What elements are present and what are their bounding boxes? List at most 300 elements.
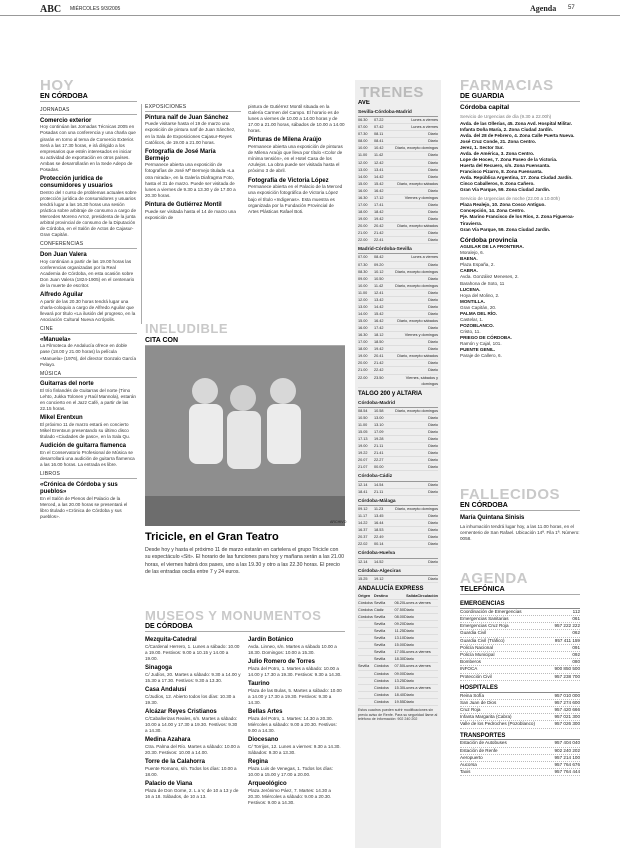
- route-heading: Córdoba-Madrid: [358, 401, 438, 408]
- train-row: [358, 339, 438, 346]
- train-row: [358, 527, 438, 534]
- train-row: [358, 283, 438, 290]
- train-cell: 18.53: [374, 528, 384, 533]
- phone-row: [460, 762, 580, 769]
- train-cell: 19.00: [358, 354, 368, 359]
- phone-name: Policía Nacional: [460, 644, 493, 650]
- phone-name: Reina Sofía: [460, 692, 485, 698]
- town-name: PUENTE GENIL.: [460, 347, 496, 353]
- train-row: [358, 167, 438, 174]
- museum-heading: Casa Andalusí: [145, 687, 187, 694]
- express-cell: Sevilla: [374, 643, 386, 648]
- train-cell: Diario: [428, 576, 438, 581]
- pharmacy-address: Avda. González Meneses, 2.: [460, 274, 519, 280]
- deceased-text: La inhumación tendrá lugar hoy, a las 11.00 horas, en el cementerio de San Rafael. Ubicación 14ª. Fila 1ª. Número: 0058.: [460, 524, 580, 542]
- express-cell: Córdoba: [358, 600, 373, 605]
- train-row: [358, 443, 438, 450]
- train-row: [358, 332, 438, 339]
- train-cell: Diario: [428, 422, 438, 427]
- museum-heading: Sinagoga: [145, 665, 173, 672]
- event-heading: Alfredo Aguilar: [40, 291, 84, 298]
- train-cell: Diario, excepto domingos: [395, 269, 438, 274]
- train-row: [358, 290, 438, 297]
- pharmacy-day: Jerez, 1. Sector Sur.: [460, 144, 504, 150]
- train-cell: Lunes a viernes: [411, 255, 438, 260]
- express-cell: Diario: [404, 629, 414, 634]
- express-cell: [358, 635, 374, 641]
- train-cell: Viernes y domingos: [404, 333, 438, 338]
- phone-row: [460, 616, 580, 623]
- train-cell: Diario: [428, 160, 438, 165]
- express-cell: Lunes a viernes: [404, 650, 431, 655]
- museum-heading: Arqueológico: [248, 781, 287, 788]
- pharmacy-day: José Cruz Conde, 21. Zona Centro.: [460, 138, 537, 144]
- express-cell: 07.50: [394, 607, 404, 612]
- train-cell: 12.41: [374, 290, 384, 295]
- train-cell: 22.02: [358, 542, 368, 547]
- express-cell: 15.30: [394, 685, 404, 690]
- ave-label: AVE: [358, 100, 370, 106]
- express-cell: Cádiz: [374, 607, 384, 612]
- performers-illustration: [145, 346, 345, 526]
- expo-heading: Pinturas de Milena Araújo: [248, 137, 322, 144]
- express-cell: [358, 699, 374, 705]
- phone-name: Aucorsa: [460, 762, 477, 768]
- phone-row: [460, 645, 580, 652]
- express-cell: Sevilla: [374, 615, 386, 619]
- train-cell: 16.44: [374, 521, 384, 526]
- train-cell: Diario: [428, 415, 438, 420]
- express-row: [358, 678, 438, 685]
- train-cell: 18.50: [374, 340, 384, 345]
- train-cell: 12.14: [358, 559, 368, 564]
- train-cell: 16.37: [358, 528, 368, 533]
- train-cell: 21.42: [374, 231, 384, 236]
- event-heading: Protección jurídica de consumidores y usuarios: [40, 175, 113, 189]
- train-cell: 10.50: [358, 415, 368, 420]
- cita-con: CITA CON: [145, 336, 345, 346]
- train-row: [358, 131, 438, 138]
- pharmacy-address: Castelar, 1.: [460, 316, 484, 322]
- express-cell: [358, 692, 374, 698]
- train-cell: 10.12: [374, 269, 384, 274]
- phone-row: [460, 755, 580, 762]
- day-service-label: Servicio de Urgencias de día (9.30 a 22.00h): [460, 114, 552, 120]
- phone-number: 092: [572, 652, 580, 658]
- train-cell: 15.00: [358, 181, 368, 186]
- train-row: [358, 429, 438, 436]
- train-cell: 13.42: [374, 297, 384, 302]
- museum-text: C/ Judíos, 20. Martes a sábado: 9.30 a 14.00 y 15.30 a 17.30. Festivos: 9.30 a 13.30.: [145, 671, 241, 684]
- train-row: [358, 304, 438, 311]
- express-row: [358, 699, 438, 706]
- train-row: [358, 520, 438, 527]
- train-row: [358, 464, 438, 471]
- express-row: [358, 628, 438, 635]
- express-cell: Sevilla: [374, 636, 386, 641]
- route-heading: Córdoba-Huelva: [358, 551, 438, 558]
- train-row: [358, 202, 438, 209]
- train-cell: 14.22: [358, 521, 368, 526]
- town-name: PRIEGO DE CÓRDOBA.: [460, 335, 512, 341]
- event-text: Hoy continúan a partir de las 19.00 horas las conferencias organizadas por la Real Academia de Córdoba, en esta ocasión sobre Don Juan Valera (1824-1905) en el centenario de la muerte de escritor.: [40, 258, 135, 288]
- train-cell: Diario: [428, 262, 438, 267]
- train-cell: 21.42: [374, 361, 384, 366]
- museum-text: Plaza del Potro, 1. Martes a sábado: 10.00 a 14.00 y 17.30 a 19.30. Festivos: 9.30 a 14.30.: [248, 665, 342, 677]
- train-cell: 17.12: [374, 195, 384, 200]
- phone-number: 957 010 000: [554, 692, 580, 698]
- express-cell: Diario: [404, 692, 414, 697]
- phone-row: [460, 721, 580, 728]
- pharmacy-address: Cristo, 11.: [460, 329, 481, 334]
- train-cell: 16.42: [374, 319, 384, 324]
- train-cell: 22.27: [374, 458, 384, 463]
- train-row: [358, 415, 438, 422]
- pharmacy-address: Barahona de Soto, 11: [460, 280, 505, 286]
- train-cell: 18.00: [358, 347, 368, 352]
- express-row: [358, 692, 438, 699]
- express-cell: Córdoba: [358, 615, 373, 619]
- express-cell: 08.00: [394, 615, 404, 619]
- train-cell: 18.00: [358, 209, 368, 214]
- museos-column-1: [145, 634, 241, 848]
- train-cell: 07.22: [374, 118, 384, 123]
- express-cell: 17.05: [394, 650, 404, 655]
- phone-name: Estación de Autobuses: [460, 740, 507, 746]
- express-cell: Diario: [404, 699, 414, 704]
- train-cell: 19.00: [358, 444, 368, 449]
- museum-text: C/Caballerizas Reales, s/n. Martes a sábado: 10.00 a 14.00 y 17.30 a 19.30. Festivos: 9.30 a 14.30.: [145, 716, 238, 734]
- pharmacy-address: Hoya del Molino, 2.: [460, 292, 500, 298]
- pharmacy-night: Gran Vía Parque, 59. Zona Ciudad Jardín.: [460, 226, 551, 232]
- train-cell: 12.42: [374, 160, 384, 165]
- train-cell: 18.12: [374, 333, 384, 338]
- train-cell: 10.00: [358, 283, 368, 288]
- town-name: LUCENA.: [460, 286, 481, 292]
- trenes-title: TRENES: [360, 84, 424, 101]
- train-row: [358, 262, 438, 269]
- train-row: [358, 513, 438, 520]
- express-cell: Sevilla: [374, 657, 386, 662]
- train-cell: 19.12: [374, 576, 384, 581]
- expo-text: Puede visitarse hasta el 19 de marzo una exposición de pintura naïf de Juan Sánchez, en la Sala de Exposiciones Cajasur-Reyes Católicos, de 19.00 a 21.00 horas.: [145, 121, 236, 145]
- pharmacy-day: Lope de Hoces, 7. Zona Paseo de la Victoria.: [460, 156, 558, 162]
- phone-name: Taxis: [460, 769, 471, 775]
- express-cell: Córdoba: [374, 671, 389, 676]
- event-heading: «Manuela»: [40, 336, 71, 343]
- train-cell: Diario: [428, 238, 438, 243]
- museum-heading: Mezquita-Catedral: [145, 637, 197, 643]
- express-cell: 15.00: [394, 643, 404, 648]
- phone-row: [460, 652, 580, 659]
- train-cell: 07.42: [374, 125, 384, 130]
- train-cell: 15.42: [374, 311, 384, 316]
- express-cell: [358, 621, 374, 627]
- express-cell: Lunes a viernes: [404, 664, 431, 669]
- train-row: [358, 375, 438, 388]
- phone-row: [460, 659, 580, 666]
- town-name: PALMA DEL RÍO.: [460, 310, 497, 316]
- train-row: [358, 216, 438, 223]
- phone-group: TRANSPORTES: [460, 733, 580, 741]
- train-cell: 08.30: [358, 269, 368, 274]
- express-cell: 18.40: [394, 692, 404, 697]
- phone-row: [460, 638, 580, 645]
- museum-text: C/Judíos, 12. Abierto todos los días: 10.30 a 19.30.: [145, 693, 236, 706]
- express-cell: Diario: [404, 636, 414, 641]
- train-cell: 13.10: [374, 422, 384, 427]
- express-head-cell: Origen: [358, 593, 371, 598]
- train-row: [358, 436, 438, 443]
- museum-text: Avda. Linneo, s/n. Martes a sábado 10.00 a 18.30. Domingos: 10.00 a 15.30.: [248, 643, 337, 655]
- expo-heading: Fotografía de José María Bermejo: [145, 148, 216, 162]
- museos-column-2: [248, 634, 345, 848]
- express-cell: Diario: [404, 657, 414, 662]
- train-cell: Diario, excepto sábados: [397, 181, 438, 186]
- hoy-column: [40, 104, 137, 844]
- museum-text: Plaza Jerónimo Páez, 7. Martes: 14.30 a 20.30. Miércoles a sábado: 9.00 a 20.30. Festivos: 9.00 a 14.30.: [248, 788, 332, 806]
- express-cell: Lunes a viernes: [404, 600, 431, 605]
- train-cell: 19.28: [374, 437, 384, 442]
- express-cell: Córdoba: [358, 607, 373, 612]
- express-head-cell: Salida: [406, 593, 418, 598]
- pharmacy-day: Avda. de las Ollerías, 45. Zona Avd. Hospital Militar.: [460, 120, 573, 126]
- train-cell: Diario: [428, 326, 438, 331]
- phone-row: [460, 707, 580, 714]
- express-cell: Diario: [404, 671, 414, 676]
- museum-heading: Regina: [248, 759, 269, 766]
- train-cell: 19.22: [358, 451, 368, 456]
- train-cell: Diario: [428, 437, 438, 442]
- train-cell: 22.42: [374, 368, 384, 373]
- event-text: En el Salón de Plenos del Palacio de la Merced, a las 20.00 horas se presentará el libro titulado «Crónica de Córdoba y sus pueblos».: [40, 495, 128, 519]
- route-heading: Sevilla-Córdoba-Madrid: [358, 110, 438, 117]
- express-cell: 18.30: [394, 657, 404, 662]
- train-row: [358, 209, 438, 216]
- express-cell: [358, 649, 374, 655]
- pharmacy-day: Avda. República Argentina, 17. Zona Ciudad Jardín.: [460, 175, 573, 181]
- phone-name: Emergencias Sanitarias: [460, 616, 509, 622]
- train-cell: Diario: [428, 231, 438, 236]
- phone-group: EMERGENCIAS: [460, 601, 580, 609]
- phone-number: 957 238 700: [554, 673, 580, 679]
- route-heading: Córdoba-Cádiz: [358, 474, 438, 481]
- newspaper-logo: ABC: [40, 4, 62, 15]
- phone-number: 900 850 500: [554, 666, 580, 672]
- museum-text: Ctra. Palma del Río. Martes a sábado: 10.00 a 20.30. Festivos: 10.00 a 14.00.: [145, 744, 240, 756]
- museum-text: Plaza de las Bulas, 5. Martes a sábado: 10.00 a 14.00 y 17.30 a 19.30. Festivos: 9.30 a 14.30.: [248, 687, 342, 706]
- category-label: JORNADAS: [40, 107, 137, 115]
- town-name: POZOBLANCO.: [460, 322, 494, 328]
- event-text: El próximo 11 de marzo estará en concierto Mikel Erentxun presentando su último disco titulado «Ciudades de paso», en la Sala Qu.: [40, 422, 130, 440]
- train-cell: 16.30: [358, 333, 368, 338]
- train-cell: 00.14: [374, 542, 384, 547]
- farmacias-column: [460, 104, 580, 424]
- express-cell: Córdoba: [374, 685, 389, 690]
- express-cell: Diario: [404, 643, 414, 648]
- train-cell: Diario, excepto sábados: [397, 319, 438, 324]
- museum-heading: Alcázar Reyes Cristianos: [145, 709, 217, 716]
- event-heading: Don Juan Valera: [40, 251, 87, 258]
- train-cell: Diario: [428, 429, 438, 434]
- route-heading: Córdoba-Algeciras: [358, 569, 438, 576]
- train-row: [358, 318, 438, 325]
- train-cell: 08.00: [358, 139, 368, 144]
- agenda-title: AGENDA: [460, 570, 529, 587]
- train-cell: 18.41: [358, 489, 368, 494]
- expo-text: Puede ser visitada hasta el 14 de marzo una exposición de: [145, 208, 236, 220]
- phone-name: Guardia Civil (Tráfico): [460, 637, 505, 643]
- train-row: [358, 230, 438, 237]
- deceased-name: María Quintana Sinisis: [460, 515, 525, 521]
- pharmacy-address: Paraje de Callero, 6.: [460, 353, 502, 359]
- museos-title: MUSEOS Y MONUMENTOS: [145, 608, 322, 623]
- museum-heading: Medina Azahara: [145, 737, 191, 744]
- fallecidos-sub: EN CÓRDOBA: [460, 501, 580, 511]
- tricicle-headline: Tricicle, en el Gran Teatro: [145, 531, 279, 543]
- train-row: [358, 408, 438, 415]
- expo-heading: Pintura naïf de Juan Sánchez: [145, 114, 229, 121]
- train-cell: 11.17: [358, 514, 368, 519]
- phone-number: 957 411 159: [554, 637, 580, 643]
- phone-number: 957 222 222: [554, 623, 580, 629]
- issue-date: MIÉRCOLES 9/3/2005: [70, 6, 121, 12]
- expo-text: pintura de Gutiérrez Montil situada en la Galería Carmen del Campo. El horario es de lunes a viernes de 10.00 a 14.00 horas y de 17.00 a 21.00 horas, sábados de 10.00 a 14.00 horas.: [248, 104, 345, 134]
- phone-name: Policía Municipal: [460, 652, 495, 658]
- train-cell: 17.00: [358, 202, 368, 207]
- express-row: [358, 671, 438, 678]
- train-row: [358, 489, 438, 496]
- phone-number: 902 240 202: [554, 747, 580, 753]
- train-cell: Diario, excepto domingos: [395, 146, 438, 151]
- train-cell: Diario, excepto sábados: [397, 224, 438, 229]
- express-cell: Diario: [404, 622, 414, 627]
- museum-text: Plaza de Don Gome, 2. L a V, de 10 a 13 y de 16 a 18. Sábados, de 10 a 13.: [145, 788, 239, 800]
- page-number: 57: [568, 5, 575, 11]
- train-cell: Diario: [428, 458, 438, 463]
- train-row: [358, 276, 438, 283]
- train-cell: 20.41: [374, 354, 384, 359]
- category-label: CONFERENCIAS: [40, 241, 137, 249]
- train-cell: 21.11: [374, 489, 384, 494]
- express-head-cell: Circulación: [417, 593, 438, 598]
- train-cell: 13.00: [374, 415, 384, 420]
- phone-name: Guardia Civil: [460, 630, 487, 636]
- event-text: En el Conservatorio Profesional de Música se desarrollará una audición de guitarra flamenca a las 16.00 horas. La entrada es libre.: [40, 450, 135, 468]
- museum-heading: Bellas Artes: [248, 709, 283, 716]
- train-cell: 13.41: [374, 167, 384, 172]
- town-name: CABRA.: [460, 268, 478, 274]
- express-cell: Córdoba: [374, 664, 389, 669]
- express-header: [358, 593, 438, 600]
- train-cell: 13.00: [358, 304, 368, 309]
- phone-group: HOSPITALES: [460, 685, 580, 693]
- train-cell: Diario: [428, 489, 438, 494]
- train-cell: 00.00: [374, 465, 384, 470]
- train-cell: 07.30: [358, 262, 368, 267]
- train-cell: 20.37: [358, 535, 368, 540]
- train-cell: Diario: [428, 209, 438, 214]
- train-cell: 10.58: [374, 408, 384, 413]
- express-cell: Sevilla: [374, 622, 386, 627]
- phone-number: 957 420 666: [554, 707, 580, 713]
- museum-heading: Palacio de Viana: [145, 781, 193, 788]
- train-row: [358, 457, 438, 464]
- express-row: [358, 642, 438, 649]
- train-cell: Diario: [428, 276, 438, 281]
- express-cell: [358, 685, 374, 691]
- express-cell: 07.50: [394, 664, 404, 669]
- train-cell: Diario: [428, 132, 438, 137]
- train-cell: Lunes a viernes: [411, 125, 438, 130]
- expo-column-2: [248, 104, 345, 329]
- museum-heading: Diocesano: [248, 737, 279, 744]
- town-name: BAENA.: [460, 256, 478, 262]
- express-row: [358, 663, 438, 670]
- express-row: [358, 685, 438, 692]
- phone-column: [460, 597, 580, 847]
- train-cell: Diario: [428, 361, 438, 366]
- phone-number: 957 764 444: [554, 769, 580, 775]
- train-row: [358, 254, 438, 261]
- train-cell: 06.30: [358, 118, 368, 123]
- category-label: LIBROS: [40, 471, 137, 479]
- pharmacy-day: Avda. de América, 3. Zona Centro.: [460, 150, 535, 156]
- train-cell: 21.07: [358, 465, 368, 470]
- train-cell: Diario: [428, 535, 438, 540]
- train-cell: 11.23: [374, 506, 384, 511]
- phone-number: 957 214 100: [554, 754, 580, 760]
- train-cell: 10.42: [374, 146, 384, 151]
- train-cell: 09.00: [358, 276, 368, 281]
- train-cell: 12.00: [358, 160, 368, 165]
- pharmacy-address: Gran Capitán, 20.: [460, 304, 497, 310]
- museum-heading: Jardín Botánico: [248, 637, 294, 643]
- express-cell: Sevilla: [374, 650, 386, 655]
- train-cell: Diario: [428, 340, 438, 345]
- expo-heading: Pintura de Gutiérrez Montil: [145, 201, 222, 208]
- train-cell: 14.00: [358, 174, 368, 179]
- train-cell: 15.42: [374, 181, 384, 186]
- train-cell: 14.42: [374, 304, 384, 309]
- express-cell: Sevilla: [358, 664, 370, 669]
- town-name: AGUILAR DE LA FRONTERA.: [460, 244, 524, 250]
- tricicle-photo: [145, 346, 345, 526]
- train-cell: 17.00: [358, 340, 368, 345]
- train-cell: Diario: [428, 451, 438, 456]
- pharmacy-day: Infanta Doña María, 2. Zona Ciudad Jardín.: [460, 126, 553, 132]
- event-heading: Mikel Erentxun: [40, 415, 83, 422]
- train-cell: 09.12: [358, 506, 368, 511]
- museum-heading: Taurino: [248, 681, 270, 688]
- museum-text: Plaza Luis de Venegas, 1. Todos los días: 10.00 a 15.00 y 17.00 a 20.00.: [248, 766, 333, 778]
- train-cell: 13.45: [374, 514, 384, 519]
- hoy-title: HOY: [40, 77, 75, 94]
- train-row: [358, 346, 438, 353]
- train-cell: 20.00: [358, 224, 368, 229]
- train-row: [358, 506, 438, 513]
- phone-name: San Juan de Dios: [460, 699, 497, 705]
- phone-row: [460, 666, 580, 673]
- train-cell: Diario: [428, 528, 438, 533]
- train-cell: 11.42: [374, 153, 384, 158]
- train-row: [358, 353, 438, 360]
- phone-name: Estación de Renfe: [460, 747, 498, 753]
- talgo-label: TALGO 200 y ALTARIA: [358, 390, 423, 397]
- expo-column: [145, 104, 241, 329]
- event-text: La Filmoteca de Andalucía ofrece en doble pase (18.00 y 21.00 horas) la película «Manuela» (1976), del director Gonzalo García Pelayo.: [40, 343, 137, 367]
- train-cell: 08.41: [374, 139, 384, 144]
